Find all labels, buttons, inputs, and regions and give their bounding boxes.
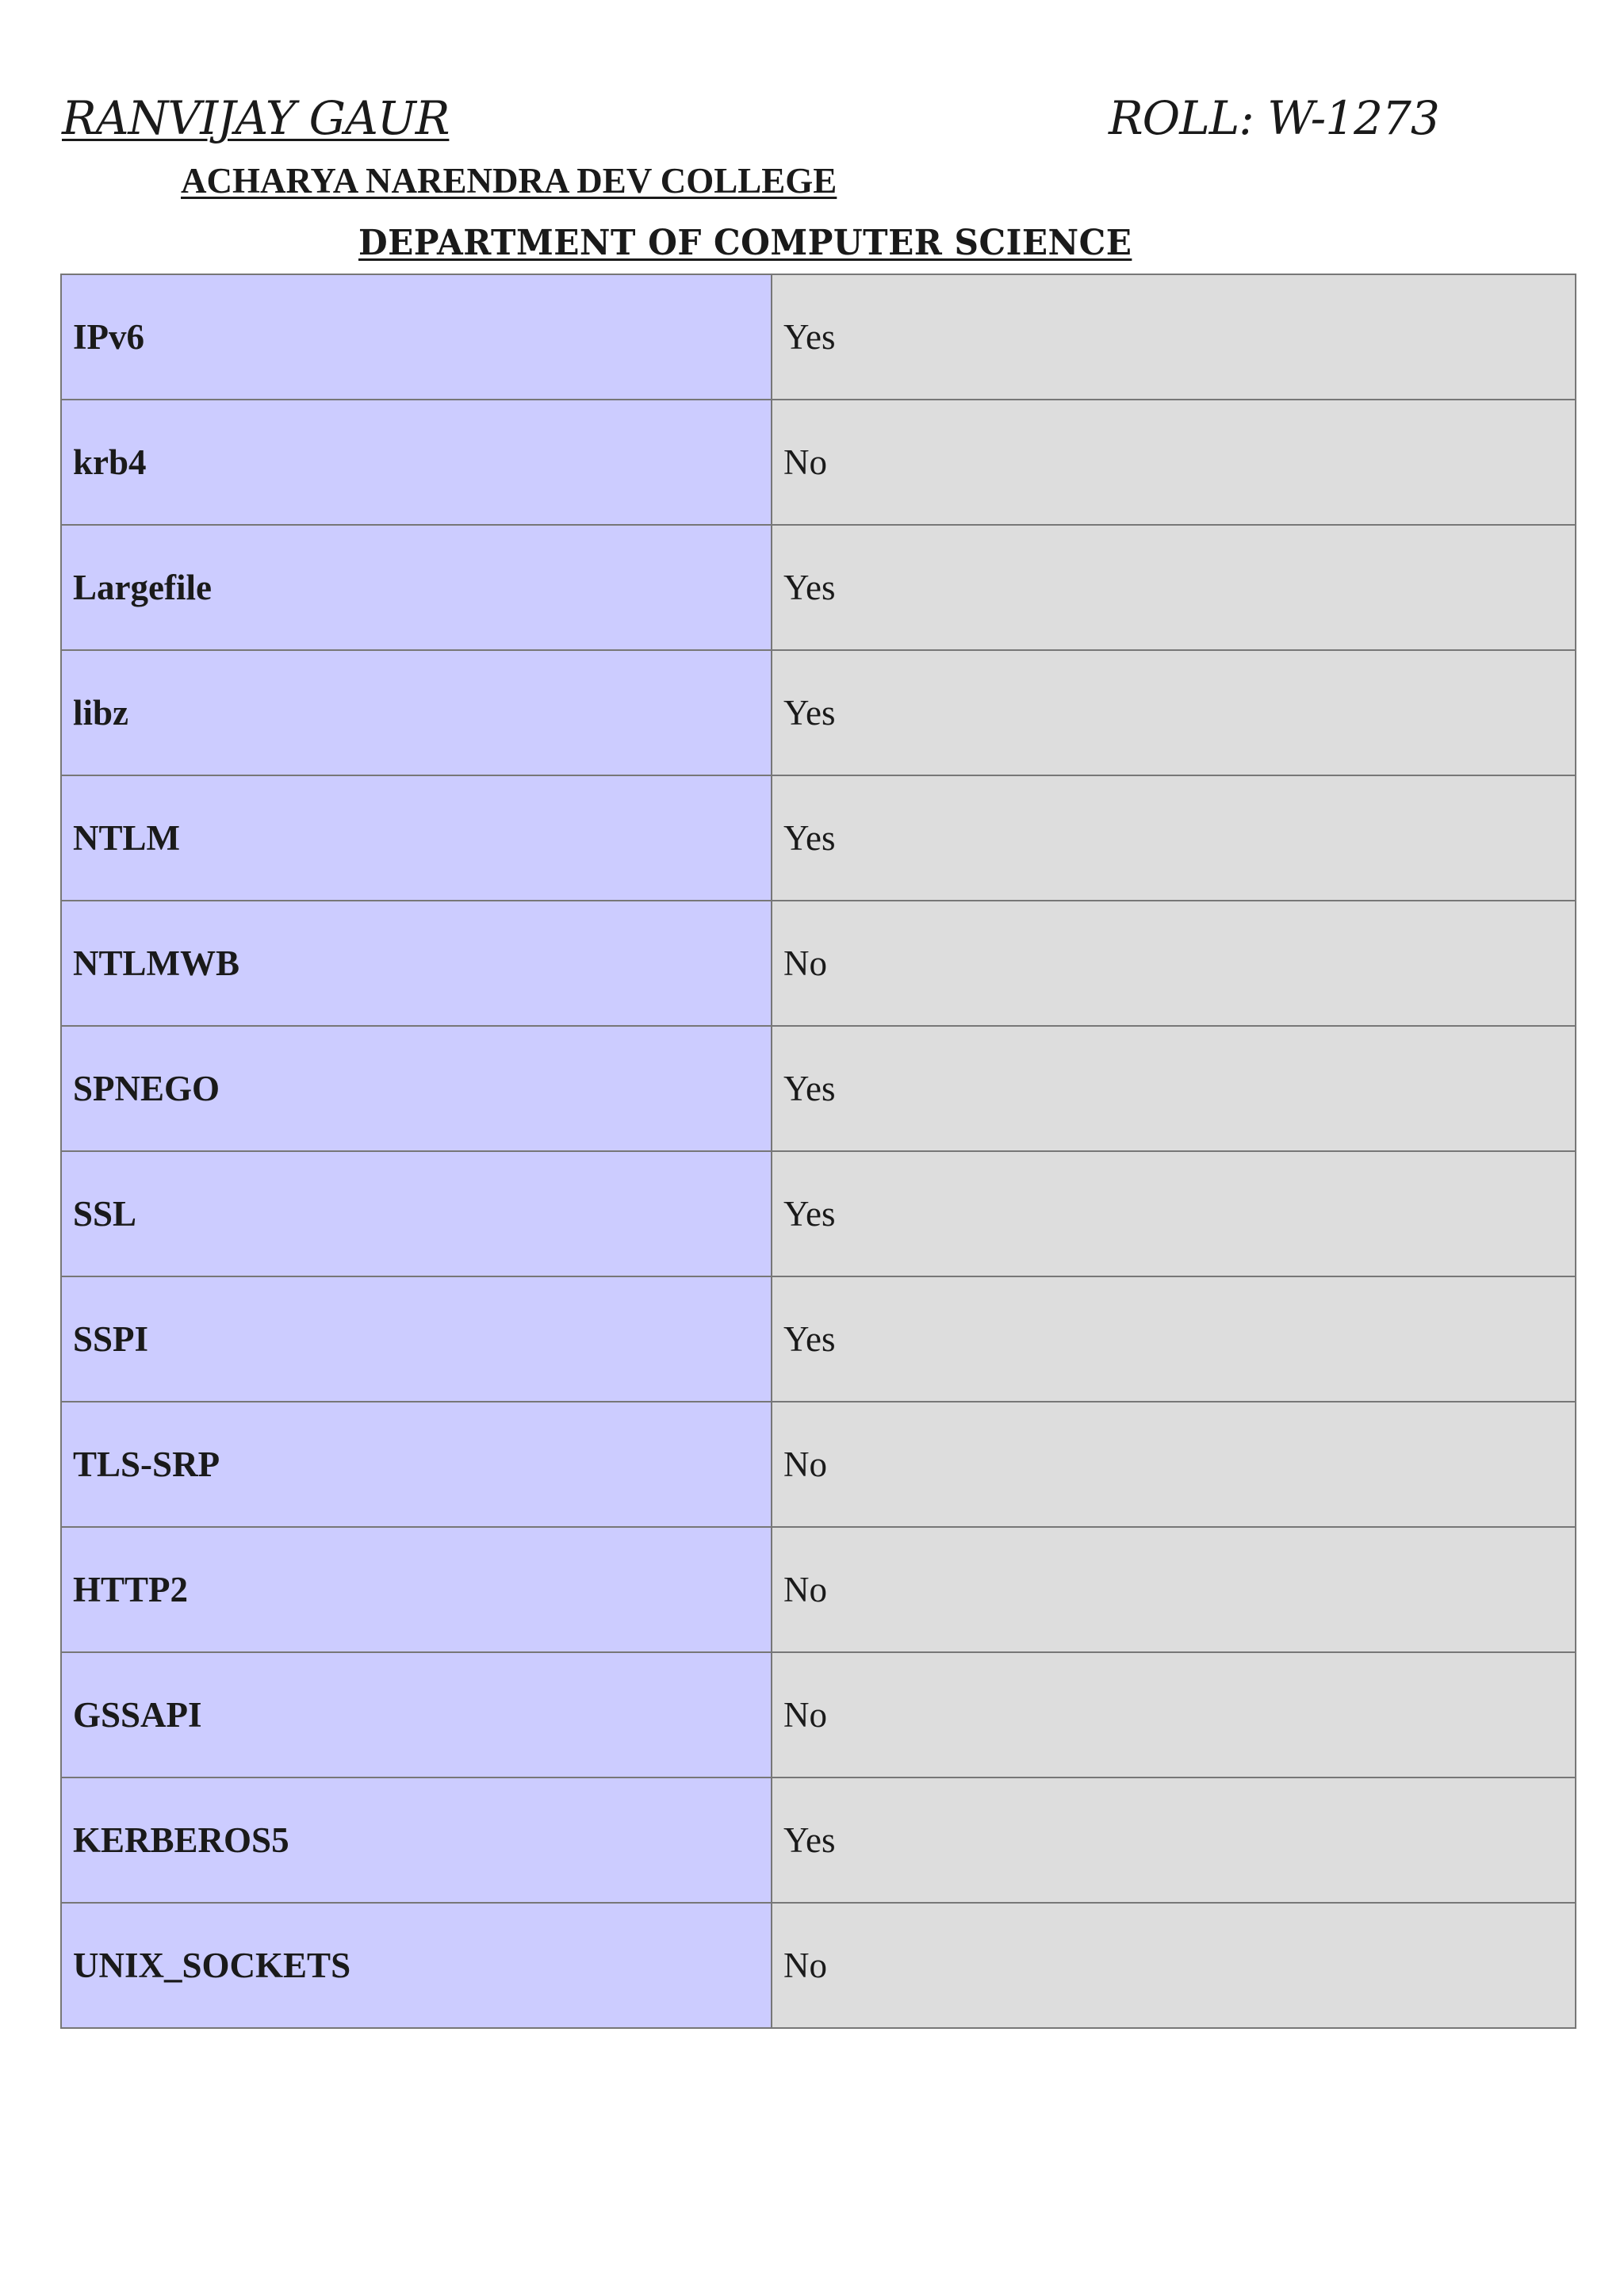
feature-value: Yes	[772, 650, 1576, 775]
feature-name: NTLMWB	[61, 901, 772, 1026]
table-row	[61, 1652, 1576, 1777]
feature-value: Yes	[772, 1026, 1576, 1151]
feature-name: IPv6	[61, 274, 772, 400]
table-row	[61, 1026, 1576, 1151]
feature-value: Yes	[772, 1276, 1576, 1402]
feature-table	[60, 274, 1576, 2029]
table-row	[61, 400, 1576, 525]
feature-value: Yes	[772, 1777, 1576, 1903]
feature-name: GSSAPI	[61, 1652, 772, 1777]
college-name: ACHARYA NARENDRA DEV COLLEGE	[181, 161, 837, 201]
feature-name: SPNEGO	[61, 1026, 772, 1151]
feature-name: KERBEROS5	[61, 1777, 772, 1903]
feature-name: HTTP2	[61, 1527, 772, 1652]
table-row	[61, 1903, 1576, 2028]
feature-name: Largefile	[61, 525, 772, 650]
table-row	[61, 775, 1576, 901]
feature-value: No	[772, 400, 1576, 525]
feature-value: Yes	[772, 775, 1576, 901]
feature-value: Yes	[772, 1151, 1576, 1276]
department-name: DEPARTMENT OF COMPUTER SCIENCE	[358, 223, 1132, 263]
feature-name: krb4	[61, 400, 772, 525]
feature-value: Yes	[772, 525, 1576, 650]
table-row	[61, 1151, 1576, 1276]
feature-name: UNIX_SOCKETS	[61, 1903, 772, 2028]
student-name: RANVIJAY GAUR	[62, 91, 450, 145]
feature-name: SSPI	[61, 1276, 772, 1402]
feature-value: No	[772, 1903, 1576, 2028]
feature-value: No	[772, 901, 1576, 1026]
table-row	[61, 1276, 1576, 1402]
feature-value: No	[772, 1652, 1576, 1777]
table-row	[61, 650, 1576, 775]
table-row	[61, 901, 1576, 1026]
feature-value: No	[772, 1402, 1576, 1527]
table-row	[61, 274, 1576, 400]
table-row	[61, 1402, 1576, 1527]
table-row	[61, 525, 1576, 650]
table-row	[61, 1527, 1576, 1652]
table-row	[61, 1777, 1576, 1903]
feature-name: SSL	[61, 1151, 772, 1276]
feature-value: Yes	[772, 274, 1576, 400]
feature-name: TLS-SRP	[61, 1402, 772, 1527]
feature-name: libz	[61, 650, 772, 775]
feature-name: NTLM	[61, 775, 772, 901]
feature-value: No	[772, 1527, 1576, 1652]
roll-number: ROLL: W-1273	[1109, 91, 1439, 145]
